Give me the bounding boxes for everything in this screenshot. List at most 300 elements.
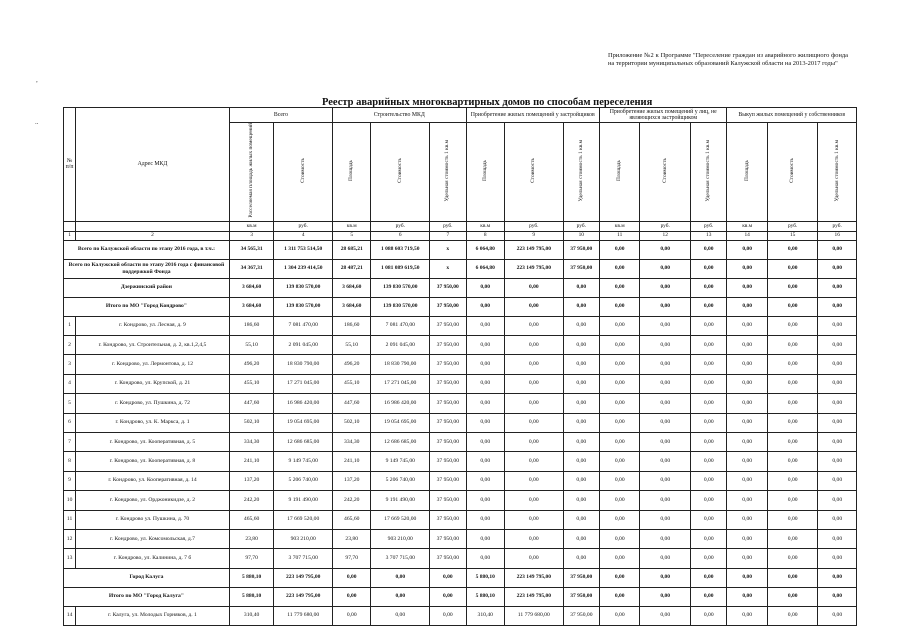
value-cell: 37 950,00: [430, 336, 466, 355]
value-cell: 23,80: [333, 529, 371, 548]
units-empty-cell: [64, 221, 76, 231]
value-cell: 0,00: [504, 529, 563, 548]
table-row: [64, 471, 857, 490]
column-number-cell: 9: [504, 231, 563, 240]
summary-value-cell: 1 304 239 414,50: [274, 259, 333, 278]
row-number-cell: 1: [64, 316, 76, 335]
column-number-cell: 13: [691, 231, 727, 240]
header-sub-label: Площадь: [743, 159, 750, 181]
address-cell: г. Кондрово, ул. К. Маркса, д. 1: [76, 413, 230, 432]
column-number-cell: 2: [76, 231, 230, 240]
address-cell: г. Кондрово, ул. Пушкина, д. 72: [76, 394, 230, 413]
row-number-cell: 3: [64, 355, 76, 374]
summary-value-cell: 3 684,60: [333, 297, 371, 316]
table-row: [64, 394, 857, 413]
value-cell: 0,00: [563, 413, 599, 432]
value-cell: 37 950,00: [430, 471, 466, 490]
value-cell: 7 081 470,00: [371, 316, 430, 335]
value-cell: 3 707 715,00: [274, 549, 333, 568]
value-cell: 0,00: [818, 432, 857, 451]
unit-cell: кв.м: [229, 221, 274, 231]
summary-value-cell: 0,00: [818, 259, 857, 278]
address-cell: г. Кондрово, ул. Кооперативная, д. 8: [76, 452, 230, 471]
summary-value-cell: 0,00: [504, 297, 563, 316]
summary-value-cell: 0,00: [466, 278, 504, 297]
value-cell: 310,40: [229, 606, 274, 625]
header-sub-cell: [371, 123, 430, 222]
header-sub-label: Площадь: [616, 159, 623, 181]
summary-value-cell: 139 830 570,00: [371, 278, 430, 297]
value-cell: 0,00: [727, 529, 767, 548]
unit-cell: руб.: [371, 221, 430, 231]
value-cell: 0,00: [600, 491, 640, 510]
header-sub-label: Площадь: [481, 159, 488, 181]
address-cell: г. Кондрово, ул. Кооперативная, д. 5: [76, 432, 230, 451]
summary-value-cell: 0,00: [727, 568, 767, 587]
header-sub-label: Стоимость: [789, 157, 796, 183]
summary-value-cell: 0,00: [727, 240, 767, 259]
value-cell: 465,60: [333, 510, 371, 529]
value-cell: 0,00: [466, 413, 504, 432]
header-group-non-developers: Приобретение жилых помещений у лиц, не являющихся застройщиком: [600, 108, 727, 123]
address-cell: г. Кондрово, ул. Комсомольская, д.7: [76, 529, 230, 548]
value-cell: 0,00: [727, 491, 767, 510]
value-cell: 334,30: [229, 432, 274, 451]
value-cell: 0,00: [600, 471, 640, 490]
header-sub-cell: [466, 123, 504, 222]
summary-value-cell: 0,00: [818, 297, 857, 316]
value-cell: 0,00: [818, 549, 857, 568]
header-sub-cell: [727, 123, 767, 222]
value-cell: 0,00: [466, 316, 504, 335]
value-cell: 0,00: [727, 355, 767, 374]
value-cell: 3 707 715,00: [371, 549, 430, 568]
summary-value-cell: 0,00: [640, 568, 691, 587]
value-cell: 0,00: [727, 432, 767, 451]
margin-mark: ..: [35, 118, 39, 126]
summary-value-cell: 0,00: [767, 259, 818, 278]
summary-value-cell: 0,00: [600, 587, 640, 606]
value-cell: 37 950,00: [430, 355, 466, 374]
value-cell: 502,10: [229, 413, 274, 432]
value-cell: 0,00: [640, 471, 691, 490]
value-cell: 137,20: [333, 471, 371, 490]
summary-row: [64, 568, 857, 587]
value-cell: 0,00: [640, 452, 691, 471]
value-cell: 0,00: [691, 336, 727, 355]
value-cell: 0,00: [727, 413, 767, 432]
summary-value-cell: 0,00: [430, 587, 466, 606]
summary-value-cell: 0,00: [600, 240, 640, 259]
unit-cell: руб.: [640, 221, 691, 231]
summary-value-cell: 0,00: [600, 297, 640, 316]
value-cell: 455,10: [333, 374, 371, 393]
value-cell: 0,00: [504, 471, 563, 490]
summary-label: Всего по Калужской области по этапу 2016 года, в т.ч.:: [64, 240, 230, 259]
header-sub-label: Стоимость: [530, 157, 537, 183]
summary-value-cell: 37 950,00: [430, 297, 466, 316]
header-sub-cell: [818, 123, 857, 222]
value-cell: 37 950,00: [430, 452, 466, 471]
value-cell: 903 210,00: [371, 529, 430, 548]
summary-value-cell: 0,00: [600, 259, 640, 278]
table-row: [64, 510, 857, 529]
table-row: [64, 413, 857, 432]
value-cell: 37 950,00: [430, 491, 466, 510]
header-sub-cell: [600, 123, 640, 222]
value-cell: 0,00: [640, 491, 691, 510]
summary-value-cell: 6 064,80: [466, 240, 504, 259]
unit-cell: руб.: [563, 221, 599, 231]
table-row: [64, 374, 857, 393]
summary-value-cell: 5 880,10: [466, 568, 504, 587]
value-cell: 0,00: [691, 432, 727, 451]
value-cell: 0,00: [333, 606, 371, 625]
value-cell: 12 686 685,00: [371, 432, 430, 451]
value-cell: 11 779 680,00: [274, 606, 333, 625]
table-row: [64, 336, 857, 355]
value-cell: 37 950,00: [430, 316, 466, 335]
summary-label: Итого по МО "Город Калуга": [64, 587, 230, 606]
header-sub-cell: [640, 123, 691, 222]
value-cell: 0,00: [767, 510, 818, 529]
row-number-cell: 2: [64, 336, 76, 355]
value-cell: 17 271 045,00: [371, 374, 430, 393]
value-cell: 0,00: [504, 374, 563, 393]
column-number-cell: 15: [767, 231, 818, 240]
header-sub-cell: [229, 123, 274, 222]
value-cell: 9 191 490,00: [274, 491, 333, 510]
row-number-cell: 7: [64, 432, 76, 451]
column-number-cell: 4: [274, 231, 333, 240]
address-cell: г. Кондрово, ул. Лермонтова, д. 12: [76, 355, 230, 374]
value-cell: 0,00: [466, 510, 504, 529]
value-cell: 0,00: [818, 510, 857, 529]
value-cell: 55,10: [229, 336, 274, 355]
summary-value-cell: 0,00: [691, 259, 727, 278]
value-cell: 0,00: [466, 529, 504, 548]
value-cell: 0,00: [691, 316, 727, 335]
value-cell: 0,00: [466, 355, 504, 374]
value-cell: 37 950,00: [430, 549, 466, 568]
column-number-cell: 5: [333, 231, 371, 240]
summary-value-cell: 0,00: [691, 297, 727, 316]
value-cell: 0,00: [691, 491, 727, 510]
header-sub-cell: [691, 123, 727, 222]
value-cell: 242,20: [333, 491, 371, 510]
value-cell: 0,00: [818, 491, 857, 510]
value-cell: 0,00: [691, 374, 727, 393]
value-cell: 0,00: [727, 394, 767, 413]
summary-value-cell: 139 830 570,00: [274, 278, 333, 297]
row-number-cell: 13: [64, 549, 76, 568]
header-sub-cell: [333, 123, 371, 222]
value-cell: 0,00: [504, 413, 563, 432]
value-cell: 0,00: [640, 336, 691, 355]
value-cell: 0,00: [818, 374, 857, 393]
summary-value-cell: 223 149 795,00: [504, 568, 563, 587]
value-cell: 502,10: [333, 413, 371, 432]
value-cell: 0,00: [563, 529, 599, 548]
summary-value-cell: 5 880,10: [229, 568, 274, 587]
value-cell: 310,40: [466, 606, 504, 625]
summary-value-cell: 0,00: [640, 587, 691, 606]
value-cell: 0,00: [767, 529, 818, 548]
table-row: [64, 491, 857, 510]
value-cell: 0,00: [640, 355, 691, 374]
units-empty-cell: [76, 221, 230, 231]
value-cell: 186,60: [229, 316, 274, 335]
value-cell: 17 669 520,00: [274, 510, 333, 529]
header-sub-cell: [563, 123, 599, 222]
header-group-buyout: Выкуп жилых помещений у собственников: [727, 108, 857, 123]
value-cell: 19 054 695,00: [371, 413, 430, 432]
summary-value-cell: 0,00: [691, 587, 727, 606]
summary-value-cell: 1 311 753 514,50: [274, 240, 333, 259]
summary-value-cell: 0,00: [727, 259, 767, 278]
summary-value-cell: 37 950,00: [563, 240, 599, 259]
summary-value-cell: 0,00: [767, 587, 818, 606]
value-cell: 0,00: [767, 471, 818, 490]
value-cell: 0,00: [466, 336, 504, 355]
summary-value-cell: 28 685,21: [333, 240, 371, 259]
summary-value-cell: 1 088 603 719,50: [371, 240, 430, 259]
column-number-cell: 12: [640, 231, 691, 240]
value-cell: 0,00: [640, 529, 691, 548]
header-group-developers: Приобретение жилых помещений у застройщиков: [466, 108, 599, 123]
value-cell: 0,00: [504, 549, 563, 568]
value-cell: 97,70: [229, 549, 274, 568]
value-cell: 0,00: [504, 316, 563, 335]
column-number-cell: 1: [64, 231, 76, 240]
row-number-cell: 14: [64, 606, 76, 625]
value-cell: 0,00: [371, 606, 430, 625]
value-cell: 97,70: [333, 549, 371, 568]
summary-value-cell: 223 149 795,00: [504, 259, 563, 278]
value-cell: 0,00: [600, 452, 640, 471]
summary-value-cell: 0,00: [333, 568, 371, 587]
summary-value-cell: x: [430, 240, 466, 259]
value-cell: 0,00: [466, 394, 504, 413]
value-cell: 0,00: [767, 316, 818, 335]
value-cell: 241,10: [333, 452, 371, 471]
value-cell: 0,00: [504, 491, 563, 510]
value-cell: 2 091 045,00: [274, 336, 333, 355]
value-cell: 0,00: [818, 529, 857, 548]
unit-cell: руб.: [504, 221, 563, 231]
summary-value-cell: 0,00: [767, 297, 818, 316]
table-row: [64, 549, 857, 568]
value-cell: 0,00: [563, 510, 599, 529]
summary-row: [64, 587, 857, 606]
header-sub-label: Удельная стоимость 1 кв.м: [577, 139, 584, 202]
summary-label: Город Калуга: [64, 568, 230, 587]
summary-value-cell: 0,00: [818, 587, 857, 606]
address-cell: г. Кондрово, ул. Калинина, д. 7 б: [76, 549, 230, 568]
unit-cell: руб.: [691, 221, 727, 231]
value-cell: 0,00: [767, 491, 818, 510]
address-cell: г. Кондрово, ул. Орджоникидзе, д. 2: [76, 491, 230, 510]
value-cell: 37 950,00: [430, 510, 466, 529]
value-cell: 0,00: [727, 606, 767, 625]
value-cell: 0,00: [767, 413, 818, 432]
value-cell: 11 779 680,00: [504, 606, 563, 625]
value-cell: 0,00: [727, 374, 767, 393]
unit-cell: руб.: [430, 221, 466, 231]
summary-value-cell: 28 487,21: [333, 259, 371, 278]
value-cell: 0,00: [767, 432, 818, 451]
value-cell: 0,00: [466, 374, 504, 393]
value-cell: 18 830 790,00: [274, 355, 333, 374]
summary-value-cell: 0,00: [767, 568, 818, 587]
value-cell: 0,00: [818, 336, 857, 355]
value-cell: 0,00: [504, 394, 563, 413]
summary-value-cell: 37 950,00: [563, 568, 599, 587]
unit-cell: кв.м: [727, 221, 767, 231]
table-row: [64, 529, 857, 548]
value-cell: 0,00: [818, 316, 857, 335]
value-cell: 0,00: [691, 549, 727, 568]
column-number-cell: 7: [430, 231, 466, 240]
summary-value-cell: 0,00: [727, 587, 767, 606]
registry-table: [63, 107, 857, 626]
summary-value-cell: 0,00: [691, 240, 727, 259]
value-cell: 0,00: [563, 549, 599, 568]
value-cell: 0,00: [600, 432, 640, 451]
summary-value-cell: 0,00: [333, 587, 371, 606]
value-cell: 0,00: [600, 336, 640, 355]
row-number-cell: 10: [64, 491, 76, 510]
unit-cell: руб.: [274, 221, 333, 231]
summary-value-cell: 37 950,00: [563, 259, 599, 278]
summary-value-cell: 0,00: [818, 278, 857, 297]
value-cell: 447,60: [229, 394, 274, 413]
value-cell: 0,00: [727, 336, 767, 355]
header-sub-label: Удельная стоимость 1 кв.м: [705, 139, 712, 202]
value-cell: 0,00: [600, 394, 640, 413]
margin-mark: ,: [36, 76, 38, 84]
summary-value-cell: 139 830 570,00: [274, 297, 333, 316]
value-cell: 17 271 045,00: [274, 374, 333, 393]
row-number-cell: 9: [64, 471, 76, 490]
header-sub-cell: [430, 123, 466, 222]
value-cell: 0,00: [691, 606, 727, 625]
value-cell: 465,60: [229, 510, 274, 529]
value-cell: 23,80: [229, 529, 274, 548]
value-cell: 0,00: [563, 374, 599, 393]
value-cell: 0,00: [691, 394, 727, 413]
value-cell: 0,00: [727, 316, 767, 335]
row-number-cell: 12: [64, 529, 76, 548]
value-cell: 0,00: [691, 413, 727, 432]
value-cell: 0,00: [767, 452, 818, 471]
value-cell: 0,00: [563, 471, 599, 490]
header-group-total: Всего: [229, 108, 332, 123]
value-cell: 0,00: [600, 510, 640, 529]
summary-value-cell: 0,00: [640, 259, 691, 278]
value-cell: 0,00: [818, 471, 857, 490]
summary-label: Итого по МО "Город Кондрово": [64, 297, 230, 316]
value-cell: 0,00: [640, 549, 691, 568]
summary-value-cell: 3 684,60: [333, 278, 371, 297]
value-cell: 0,00: [691, 355, 727, 374]
header-sub-label: Расселяемая площадь жилых помещений: [248, 123, 255, 218]
header-group-construction: Строительство МКД: [333, 108, 467, 123]
summary-value-cell: 223 149 795,00: [504, 587, 563, 606]
header-sub-label: Стоимость: [299, 157, 306, 183]
summary-value-cell: 0,00: [600, 568, 640, 587]
column-number-cell: 14: [727, 231, 767, 240]
value-cell: 0,00: [640, 413, 691, 432]
address-cell: г. Кондрово, ул. Строительная, д. 2, кв.1,2,4,5: [76, 336, 230, 355]
summary-value-cell: 34 367,31: [229, 259, 274, 278]
value-cell: 0,00: [767, 549, 818, 568]
summary-value-cell: 37 950,00: [430, 278, 466, 297]
summary-row: [64, 278, 857, 297]
value-cell: 37 950,00: [430, 413, 466, 432]
value-cell: 0,00: [727, 471, 767, 490]
value-cell: 0,00: [640, 432, 691, 451]
value-cell: 0,00: [818, 394, 857, 413]
summary-value-cell: 0,00: [600, 278, 640, 297]
summary-value-cell: 223 149 795,00: [274, 587, 333, 606]
value-cell: 37 950,00: [430, 432, 466, 451]
summary-value-cell: 0,00: [640, 278, 691, 297]
summary-value-cell: 0,00: [727, 297, 767, 316]
summary-value-cell: 0,00: [691, 568, 727, 587]
summary-value-cell: 0,00: [818, 568, 857, 587]
address-cell: г. Кондрово, ул. Кооперативная, д. 14: [76, 471, 230, 490]
summary-value-cell: x: [430, 259, 466, 278]
value-cell: 0,00: [504, 452, 563, 471]
value-cell: 0,00: [430, 606, 466, 625]
value-cell: 496,20: [333, 355, 371, 374]
row-number-cell: 5: [64, 394, 76, 413]
value-cell: 0,00: [600, 606, 640, 625]
summary-value-cell: 0,00: [563, 278, 599, 297]
summary-value-cell: 6 064,80: [466, 259, 504, 278]
table-row: [64, 355, 857, 374]
document-title: Реестр аварийных многоквартирных домов по способам переселения: [322, 97, 653, 108]
row-number-cell: 6: [64, 413, 76, 432]
summary-row: [64, 259, 857, 278]
value-cell: 0,00: [600, 529, 640, 548]
value-cell: 0,00: [640, 510, 691, 529]
header-sub-label: Стоимость: [661, 157, 668, 183]
value-cell: 447,60: [333, 394, 371, 413]
summary-value-cell: 223 149 795,00: [274, 568, 333, 587]
summary-value-cell: 5 880,10: [229, 587, 274, 606]
value-cell: 0,00: [767, 606, 818, 625]
header-sub-cell: [767, 123, 818, 222]
value-cell: 0,00: [727, 510, 767, 529]
column-number-cell: 8: [466, 231, 504, 240]
value-cell: 37 950,00: [430, 374, 466, 393]
value-cell: 0,00: [563, 355, 599, 374]
value-cell: 0,00: [466, 452, 504, 471]
unit-cell: кв.м: [333, 221, 371, 231]
value-cell: 0,00: [466, 549, 504, 568]
table-row: [64, 452, 857, 471]
value-cell: 242,20: [229, 491, 274, 510]
address-cell: г. Кондрово ул. Пушкина, д. 70: [76, 510, 230, 529]
value-cell: 0,00: [466, 491, 504, 510]
header-sub-cell: [274, 123, 333, 222]
unit-cell: кв.м: [466, 221, 504, 231]
value-cell: 903 210,00: [274, 529, 333, 548]
value-cell: 0,00: [691, 529, 727, 548]
table-row: [64, 316, 857, 335]
